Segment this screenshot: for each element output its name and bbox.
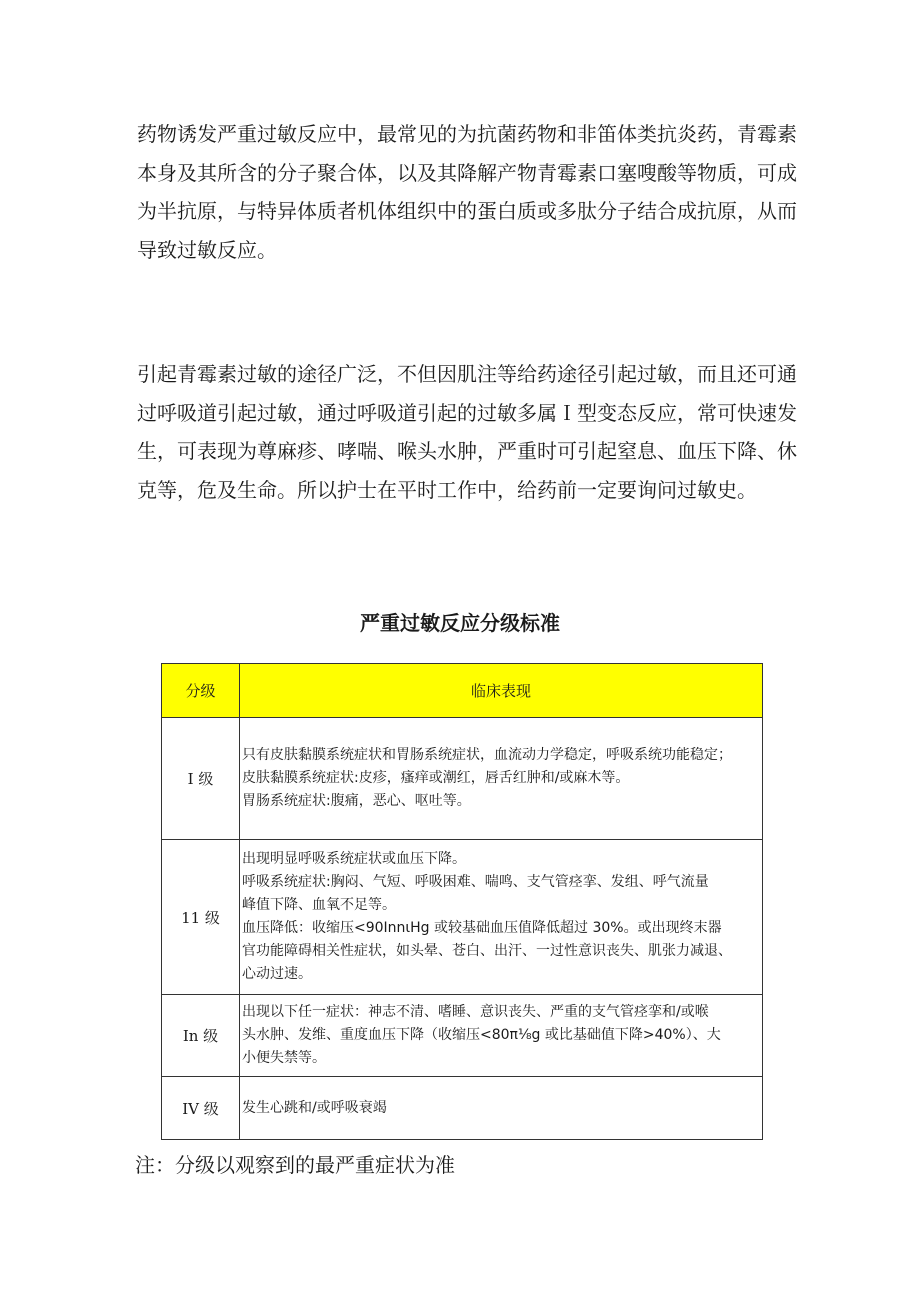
table-row: [162, 840, 763, 995]
description-line: 心动过速。: [242, 966, 312, 982]
description-line: 小便失禁等。: [242, 1050, 326, 1066]
description-line: 胃肠系统症状:腹痛，恶心、呕吐等。: [242, 793, 471, 809]
paragraph-line: 克等，危及生命。所以护士在平时工作中，给药前一定要询问过敏史。: [137, 477, 757, 502]
header-grade: 分级: [162, 664, 240, 718]
paragraph-line: 引起青霉素过敏的途径广泛，不但因肌注等给药途径引起过敏，而且还可通: [137, 362, 797, 386]
header-clinical-manifestation: 临床表现: [240, 664, 763, 718]
description-line: 血压降低：收缩压<90InnιHg 或较基础血压值降低超过 30%。或出现终末器: [242, 920, 722, 936]
paragraph-line: 过呼吸道引起过敏，通过呼吸道引起的过敏多属Ｉ型变态反应，常可快速发: [137, 400, 797, 425]
grade-cell: IV 级: [162, 1077, 240, 1140]
table-title: 严重过敏反应分级标准: [360, 611, 560, 635]
description-cell: [240, 1077, 763, 1140]
paragraph-line: 导致过敏反应。: [137, 237, 277, 262]
table-row: [162, 718, 763, 840]
description-line: 发生心跳和/或呼吸衰竭: [242, 1099, 387, 1116]
description-line: 只有皮肤黏膜系统症状和胃肠系统症状，血流动力学稳定，呼吸系统功能稳定；: [242, 747, 732, 763]
description-line: 出现明显呼吸系统症状或血压下降。: [242, 851, 466, 867]
grade-cell: 11 级: [162, 840, 240, 995]
paragraph-line: 生，可表现为尊麻疹、哮喘、喉头水肿，严重时可引起窒息、血压下降、休: [137, 439, 797, 463]
grade-cell: In 级: [162, 995, 240, 1077]
description-line: 呼吸系统症状:胸闷、气短、呼吸困难、喘鸣、支气管痉挛、发组、呼气流量: [242, 874, 709, 890]
description-line: 峰值下降、血氧不足等。: [242, 897, 396, 913]
table-row: [162, 1077, 763, 1140]
grade-cell: I 级: [162, 718, 240, 840]
description-line: 出现以下任一症状：神志不清、嗜睡、意识丧失、严重的支气管痉挛和/或喉: [242, 1004, 709, 1020]
paragraph-line: 为半抗原，与特异体质者机体组织中的蛋白质或多肽分子结合成抗原，从而: [137, 199, 797, 223]
paragraph-line: 药物诱发严重过敏反应中，最常见的为抗菌药物和非笛体类抗炎药，青霉素: [137, 122, 797, 146]
description-cell: [240, 840, 763, 995]
table-footnote: 注：分级以观察到的最严重症状为准: [135, 1153, 455, 1177]
table-row: [162, 995, 763, 1077]
table-header-row: [162, 664, 763, 718]
description-line: 官功能障碍相关性症状，如头晕、苍白、出汗、一过性意识丧失、肌张力减退、: [242, 943, 732, 959]
severity-grading-table: [161, 663, 763, 1140]
description-line: 头水肿、发维、重度血压下降（收缩压<80π⅛g 或比基础值下降>40%）、大: [242, 1027, 721, 1043]
description-cell: [240, 718, 763, 840]
description-line: 皮肤黏膜系统症状:皮疹，瘙痒或潮红，唇舌红肿和/或麻木等。: [242, 770, 630, 786]
paragraph-line: 本身及其所含的分子聚合体，以及其降解产物青霉素口塞嗖酸等物质，可成: [137, 160, 797, 185]
description-cell: [240, 995, 763, 1077]
paragraph-antibiotic-allergy: [137, 115, 797, 269]
paragraph-penicillin-routes: [137, 355, 797, 509]
